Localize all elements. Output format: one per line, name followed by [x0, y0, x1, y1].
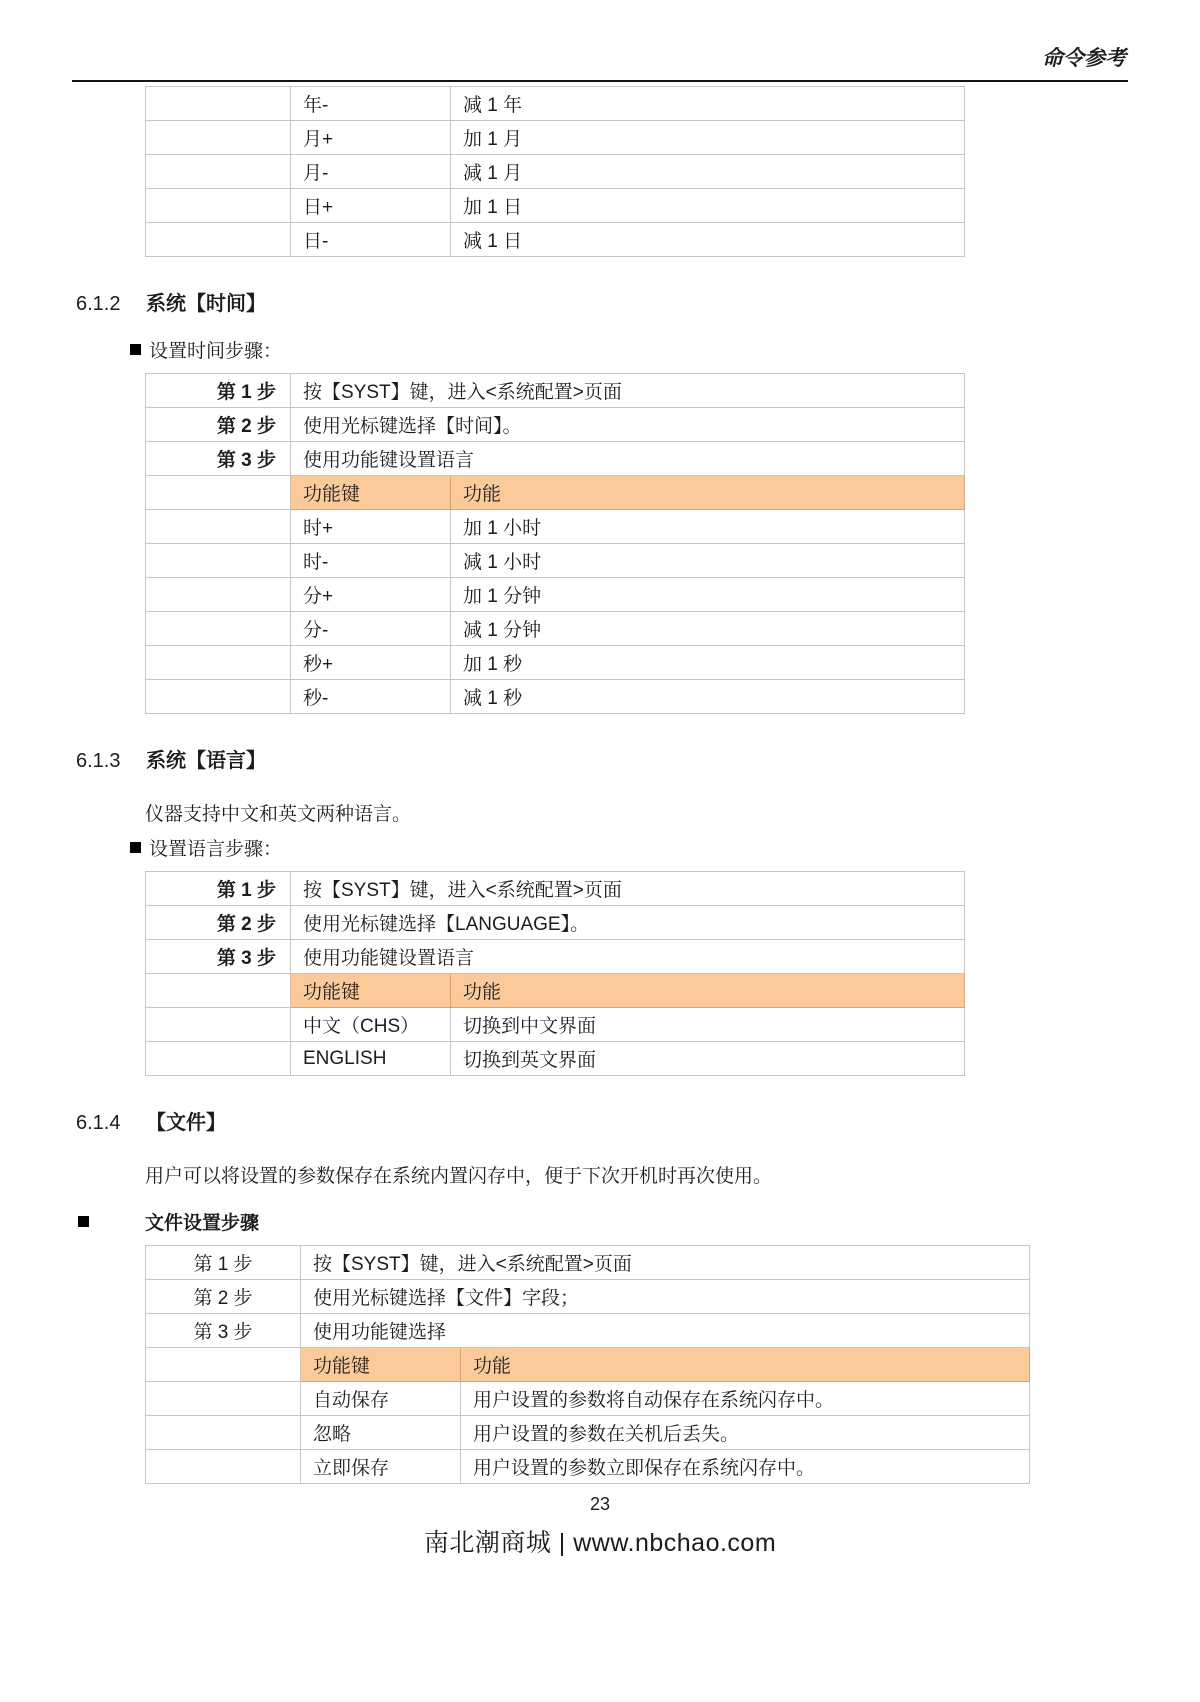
func-desc-cell: 减 1 月 — [451, 155, 965, 189]
step-text-cell: 按【SYST】键，进入<系统配置>页面 — [291, 872, 965, 906]
step-text-cell: 按【SYST】键，进入<系统配置>页面 — [301, 1246, 1030, 1280]
func-desc-cell: 加 1 月 — [451, 121, 965, 155]
bullet-line-time-steps — [130, 336, 1128, 363]
func-desc-header-cell: 功能 — [451, 974, 965, 1008]
bullet-square-icon — [78, 1216, 89, 1227]
bullet-label: 设置时间步骤： — [149, 341, 283, 362]
func-header-row — [146, 974, 965, 1008]
step-text-cell: 使用功能键设置语言 — [291, 940, 965, 974]
func-key-header-cell: 功能键 — [301, 1348, 461, 1382]
func-desc-cell: 加 1 日 — [451, 189, 965, 223]
header-rule — [72, 80, 1128, 82]
func-key-cell: ENGLISH — [291, 1042, 451, 1076]
func-header-row — [146, 476, 965, 510]
spacer-cell — [146, 544, 291, 578]
func-key-cell: 月- — [291, 155, 451, 189]
table-row — [146, 646, 965, 680]
page-header-title: 命令参考 — [1042, 47, 1126, 70]
step-row — [146, 906, 965, 940]
section-number: 6.1.2 — [76, 293, 121, 315]
spacer-cell — [146, 1382, 301, 1416]
bullet-label: 文件设置步骤 — [145, 1213, 260, 1234]
spacer-cell — [146, 646, 291, 680]
bullet-square-icon — [130, 344, 141, 355]
page-content — [72, 86, 1128, 1484]
func-desc-cell: 减 1 分钟 — [451, 612, 965, 646]
spacer-cell — [146, 1450, 301, 1484]
table-row — [146, 612, 965, 646]
page-number: 23 — [589, 1494, 611, 1514]
func-key-header-cell: 功能键 — [291, 974, 451, 1008]
step-row — [146, 1246, 1030, 1280]
func-desc-cell: 加 1 秒 — [451, 646, 965, 680]
table-row — [146, 155, 965, 189]
table-row — [146, 87, 965, 121]
func-desc-cell: 用户设置的参数立即保存在系统闪存中。 — [461, 1450, 1030, 1484]
bullet-label: 设置语言步骤： — [149, 839, 283, 860]
func-key-cell: 分- — [291, 612, 451, 646]
spacer-cell — [146, 121, 291, 155]
section-intro: 用户可以将设置的参数保存在系统内置闪存中，便于下次开机时再次使用。 — [145, 1166, 773, 1187]
bullet-line-file-steps — [78, 1208, 1128, 1235]
func-desc-cell: 切换到英文界面 — [451, 1042, 965, 1076]
func-desc-cell: 减 1 小时 — [451, 544, 965, 578]
step-label-cell: 第 1 步 — [146, 1246, 301, 1280]
func-header-row — [146, 1348, 1030, 1382]
section-number: 6.1.3 — [76, 750, 121, 772]
step-text-cell: 使用功能键选择 — [301, 1314, 1030, 1348]
table-row — [146, 223, 965, 257]
table-row — [146, 544, 965, 578]
table-row — [146, 680, 965, 714]
func-key-cell: 秒- — [291, 680, 451, 714]
spacer-cell — [146, 612, 291, 646]
spacer-cell — [146, 1416, 301, 1450]
step-text-cell: 使用光标键选择【时间】。 — [291, 408, 965, 442]
step-text-cell: 使用光标键选择【文件】字段； — [301, 1280, 1030, 1314]
func-key-cell: 分+ — [291, 578, 451, 612]
step-label-cell: 第 1 步 — [146, 872, 291, 906]
spacer-cell — [146, 680, 291, 714]
step-row — [146, 1314, 1030, 1348]
func-key-cell: 中文（CHS） — [291, 1008, 451, 1042]
section-title: 系统【时间】 — [146, 293, 266, 315]
bullet-square-icon — [130, 842, 141, 853]
spacer-cell — [146, 1008, 291, 1042]
step-label-cell: 第 2 步 — [146, 906, 291, 940]
spacer-cell — [146, 510, 291, 544]
step-label-cell: 第 3 步 — [146, 940, 291, 974]
table-row — [146, 1008, 965, 1042]
func-key-cell: 日+ — [291, 189, 451, 223]
bullet-line-language-steps — [130, 834, 1128, 861]
date-function-table — [145, 86, 965, 257]
section-heading-language — [72, 744, 1128, 773]
step-label-cell: 第 3 步 — [146, 1314, 301, 1348]
func-key-cell: 时- — [291, 544, 451, 578]
func-desc-header-cell: 功能 — [461, 1348, 1030, 1382]
func-desc-cell: 加 1 分钟 — [451, 578, 965, 612]
spacer-cell — [146, 155, 291, 189]
step-label-cell: 第 2 步 — [146, 408, 291, 442]
func-key-cell: 忽略 — [301, 1416, 461, 1450]
func-key-cell: 自动保存 — [301, 1382, 461, 1416]
func-key-cell: 时+ — [291, 510, 451, 544]
func-desc-cell: 用户设置的参数将自动保存在系统闪存中。 — [461, 1382, 1030, 1416]
step-label-cell: 第 3 步 — [146, 442, 291, 476]
spacer-cell — [146, 87, 291, 121]
table-row — [146, 1382, 1030, 1416]
table-row — [146, 1450, 1030, 1484]
section-number: 6.1.4 — [76, 1112, 121, 1134]
time-steps-table — [145, 373, 965, 714]
spacer-cell — [146, 1348, 301, 1382]
func-desc-cell: 减 1 年 — [451, 87, 965, 121]
step-text-cell: 按【SYST】键，进入<系统配置>页面 — [291, 374, 965, 408]
func-key-cell: 月+ — [291, 121, 451, 155]
footer-site-text: 南北潮商城 | www.nbchao.com — [423, 1529, 777, 1557]
page-footer — [0, 1494, 1200, 1559]
func-key-cell: 日- — [291, 223, 451, 257]
func-desc-header-cell: 功能 — [451, 476, 965, 510]
step-row — [146, 374, 965, 408]
section-title: 系统【语言】 — [146, 750, 266, 772]
func-desc-cell: 减 1 日 — [451, 223, 965, 257]
table-row — [146, 121, 965, 155]
step-row — [146, 872, 965, 906]
step-label-cell: 第 2 步 — [146, 1280, 301, 1314]
file-steps-table — [145, 1245, 1030, 1484]
func-key-cell: 立即保存 — [301, 1450, 461, 1484]
step-row — [146, 940, 965, 974]
step-row — [146, 1280, 1030, 1314]
func-key-cell: 年- — [291, 87, 451, 121]
language-steps-table — [145, 871, 965, 1076]
spacer-cell — [146, 578, 291, 612]
table-row — [146, 510, 965, 544]
spacer-cell — [146, 223, 291, 257]
section-title: 【文件】 — [146, 1112, 226, 1134]
step-text-cell: 使用功能键设置语言 — [291, 442, 965, 476]
func-desc-cell: 减 1 秒 — [451, 680, 965, 714]
func-key-cell: 秒+ — [291, 646, 451, 680]
section-heading-file — [72, 1106, 1128, 1135]
step-row — [146, 408, 965, 442]
step-label-cell: 第 1 步 — [146, 374, 291, 408]
spacer-cell — [146, 476, 291, 510]
func-key-header-cell: 功能键 — [291, 476, 451, 510]
spacer-cell — [146, 974, 291, 1008]
table-row — [146, 578, 965, 612]
table-row — [146, 189, 965, 223]
section-intro: 仪器支持中文和英文两种语言。 — [145, 804, 412, 825]
step-text-cell: 使用光标键选择【LANGUAGE】。 — [291, 906, 965, 940]
func-desc-cell: 切换到中文界面 — [451, 1008, 965, 1042]
section-heading-time — [72, 287, 1128, 316]
table-row — [146, 1416, 1030, 1450]
step-row — [146, 442, 965, 476]
func-desc-cell: 加 1 小时 — [451, 510, 965, 544]
spacer-cell — [146, 189, 291, 223]
table-row — [146, 1042, 965, 1076]
func-desc-cell: 用户设置的参数在关机后丢失。 — [461, 1416, 1030, 1450]
spacer-cell — [146, 1042, 291, 1076]
